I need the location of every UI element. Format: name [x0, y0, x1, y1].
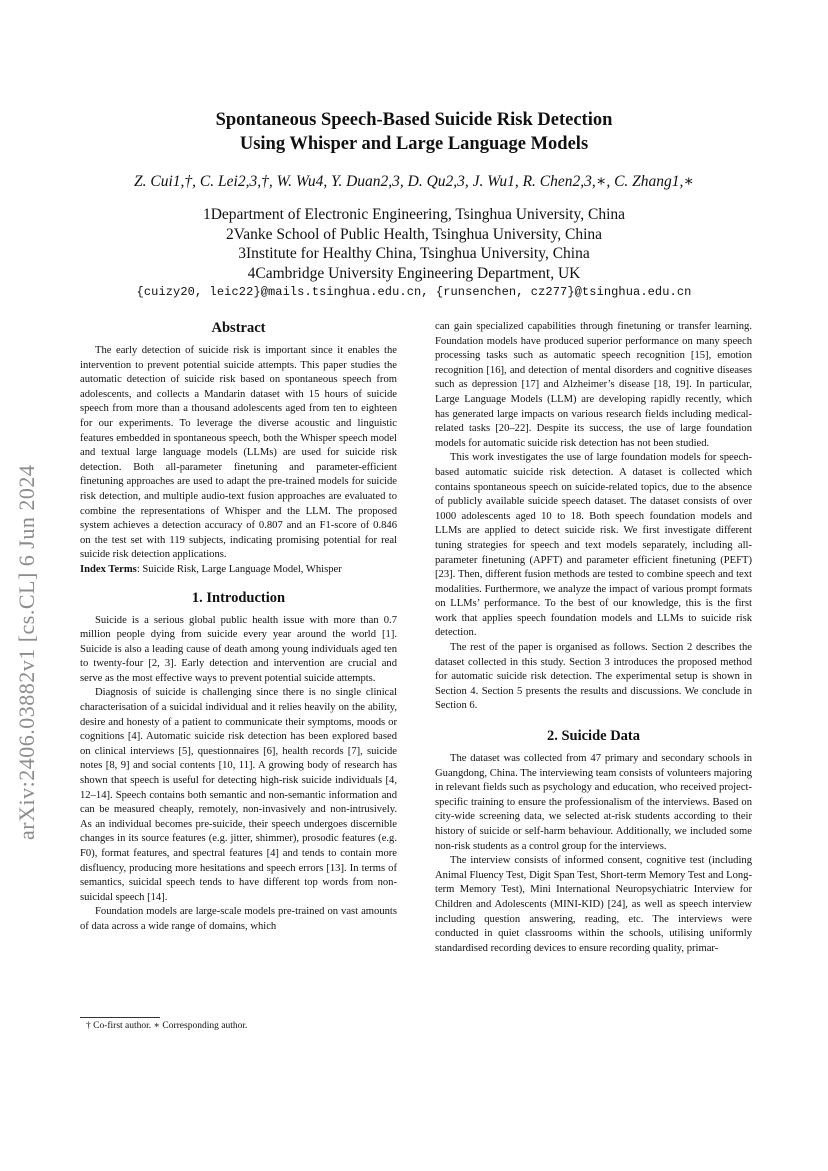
introduction-heading: 1. Introduction — [191, 589, 286, 606]
paper-title — [0, 108, 828, 156]
title-line-1: Spontaneous Speech-Based Suicide Risk Detection — [215, 110, 613, 130]
intro-paragraph-4: This work investigates the use of large foundation models for speech-based automatic suicide risk detection. A dataset is collected which contains spontaneous speech on suicide-related topics, due to the absence of publicly available suicide speech dataset. The dataset consists of over 1000 adolescents aged 10 to 18. Both speech foundation models and LLMs are applied to detect suicide risk. We first investigate different tuning strategies for speech and text models separately, including all-parameter finetuning (APFT) and parameter efficient finetuning (PEFT) [23]. Then, different fusion methods are tested to combine speech and text modalities. Furthermore, we analyze the impact of various prompt formats on LLMs’ performance. To the best of our knowledge, this is the first work that applies speech foundation models and LLMs to suicide risk detection. — [435, 452, 752, 639]
intro-paragraph-5: The rest of the paper is organised as follows. Section 2 describes the dataset collected in this study. Section 3 introduces the proposed method for automatic suicide risk detection. The experimental setup is shown in Section 4. Section 5 presents the results and discussions. We conclude in Section 6. — [435, 642, 752, 712]
author-emails: {cuizy20, leic22}@mails.tsinghua.edu.cn, {runsenchen, cz277}@tsinghua.edu.cn — [136, 285, 692, 299]
affiliation-1: 1Department of Electronic Engineering, Tsinghua University, China — [202, 206, 626, 223]
intro-paragraph-1: Suicide is a serious global public health issue with more than 0.7 million people dying from suicide every year around the world [1]. Suicide is also a leading cause of death among young individuals aged ten to twenty-four [2, 3]. Early detection and intervention are crucial and serve as the most effective ways to prevent potential suicide attempts. — [80, 614, 397, 684]
title-line-2: Using Whisper and Large Language Models — [239, 134, 589, 154]
footnote-divider — [80, 1017, 160, 1018]
affiliation-4: 4Cambridge University Engineering Department, UK — [247, 264, 581, 282]
footnote: † Co-first author. ∗ Corresponding author. — [86, 1021, 248, 1031]
data-paragraph-2: The interview consists of informed consent, cognitive test (including Animal Fluency Test, Digit Span Test, Short-term Memory Test and Long-term Memory Test), Mini International Neuropsychiatric Interview for Children and Adolescents (MINI-KID) [24], as well as speech interview including question answering, reading, etc. The interviews were conducted in quiet classrooms within the schools, utilising uniformly standardised recording devices to ensure recording quality, primar- — [435, 855, 752, 954]
abstract-heading: Abstract — [211, 320, 266, 336]
affiliations — [0, 205, 828, 283]
data-paragraph-1: The dataset was collected from 47 primary and secondary schools in Guangdong, China. The interviewing team consists of volunteers majoring in relevant fields such as psychology and education, who received project-specific training to ensure the professionalism of the interviews. Based on city-wide screening data, we selected at-risk students according to their history of suicide or self-harm behaviour. Additionally, we included some non-risk students as a control group for the interviews. — [435, 753, 752, 852]
author-list: Z. Cui1,†, C. Lei2,3,†, W. Wu4, Y. Duan2,3, D. Qu2,3, J. Wu1, R. Chen2,3,∗, C. Zhang1,∗ — [134, 173, 694, 190]
index-terms-label: Index Terms — [80, 563, 137, 575]
left-column — [80, 318, 397, 935]
right-column — [435, 320, 752, 956]
arxiv-identifier-stamp: arXiv:2406.03882v1 [cs.CL] 6 Jun 2024 — [14, 464, 39, 840]
suicide-data-heading: 2. Suicide Data — [546, 728, 641, 745]
intro-paragraph-3-continued: can gain specialized capabilities through finetuning or transfer learning. Foundation models have produced superior performance on many speech processing tasks such as automatic speech recognition [15], emotion recognition [16], and detection of mental disorders and cognitive diseases such as depression [17] and Alzheimer’s disease [18, 19]. In particular, Large Language Models (LLM) are developing rapidly recently, which has generated large impacts on various research fields including medical-related tasks [20–22]. Despite its success, the use of large foundation models for automatic suicide risk detection has not been studied. — [435, 321, 752, 449]
index-terms — [80, 563, 397, 578]
affiliation-3: 3Institute for Healthy China, Tsinghua University, China — [238, 245, 590, 262]
abstract-text: The early detection of suicide risk is important since it enables the intervention to prevent potential suicide attempts. This paper studies the automatic detection of suicide risk based on spontaneous speech from adolescents, and collects a Mandarin dataset with 15 hours of suicide speech from more than a thousand adolescents aged from ten to eighteen for our experiments. To leverage the diverse acoustic and linguistic features embedded in spontaneous speech, both the Whisper speech model and textual large language models (LLMs) are used for suicide risk detection. Both all-parameter finetuning and parameter-efficient finetuning approaches are used to adapt the pre-trained models for suicide risk detection, and multiple audio-text fusion approaches are evaluated to combine the representations of Whisper and the LLM. The proposed system achieves a detection accuracy of 0.807 and an F1-score of 0.846 on the test set with 119 subjects, indicating promising potential for real suicide risk detection applications. — [80, 345, 397, 561]
intro-paragraph-3: Foundation models are large-scale models pre-trained on vast amounts of data across a wide range of domains, which — [80, 906, 397, 932]
affiliation-2: 2Vanke School of Public Health, Tsinghua University, China — [225, 225, 603, 243]
index-terms-values: : Suicide Risk, Large Language Model, Whisper — [136, 563, 342, 575]
intro-paragraph-2: Diagnosis of suicide is challenging since there is no single clinical characterisation of a suicidal individual and it relies heavily on the ability, desire and honesty of a patient to communicate their symptoms, moods or cognitions [4]. Automatic suicide risk detection has been explored based on clinical interviews [5], questionnaires [6], health records [7], suicide notes [8, 9] and social contents [10, 11]. A growing body of research has shown that speech is useful for detecting high-risk suicide individuals [4, 12–14]. Speech contains both semantic and non-semantic information and can be measured cheaply, remotely, non-invasively and non-intrusively. As an individual becomes pre-suicide, their speech undergoes discernible changes in its source features (e.g. jitter, shimmer), prosodic features (e.g. F0), format features, and spectral features [4] and tends to contain more disfluency, producing more hesitations and speech errors [13]. In terms of semantics, suicidal speech tends to have different top words from non-suicidal speech [14]. — [80, 687, 397, 903]
